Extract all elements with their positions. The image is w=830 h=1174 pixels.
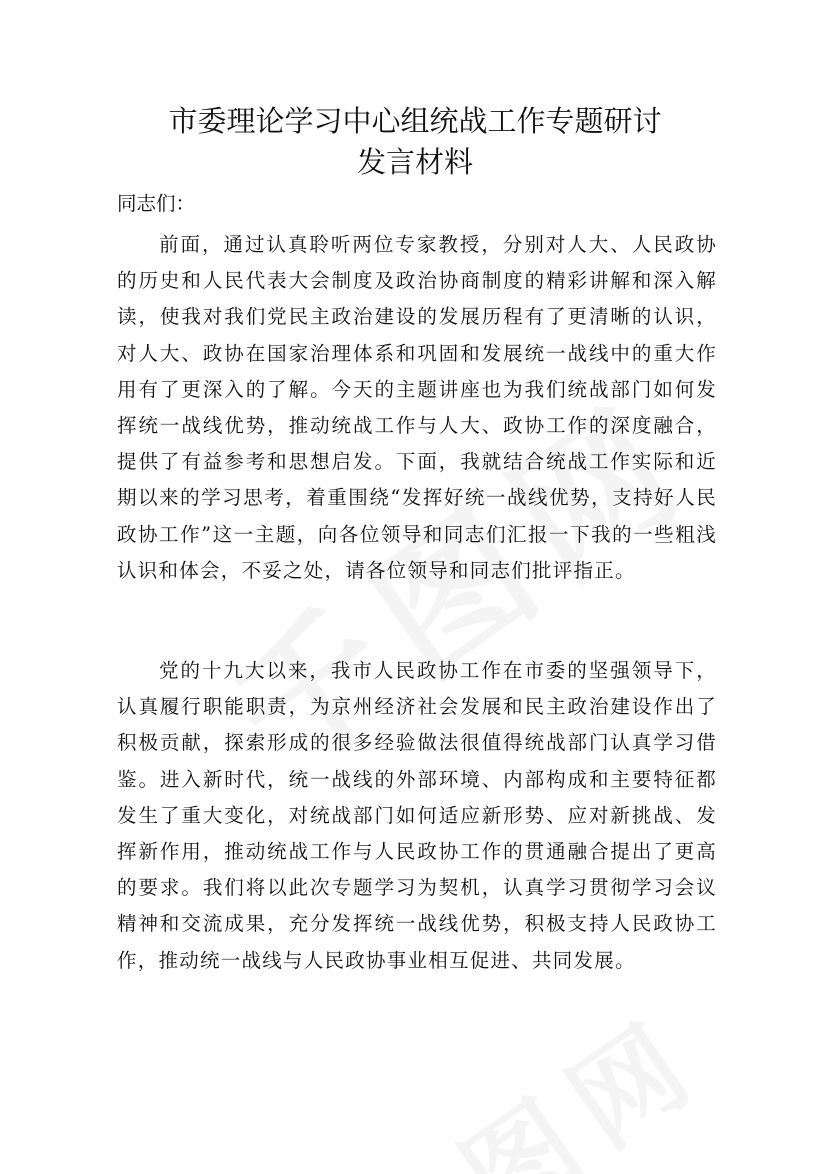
salutation: 同志们： xyxy=(117,192,196,215)
body-paragraph-2: 党的十九大以来，我市人民政协工作在市委的坚强领导下，认真履行职能职责，为京州经济社会发展和民主政治建设作出了积极贡献，探索形成的很多经验做法很值得统战部门认真学习借鉴。进入新时代，统一战线的外部环境、内部构成和主要特征都发生了重大变化，对统战部门如何适应新形势、应对新挑战、发挥新作用，推动统战工作与人民政协工作的贯通融合提出了更高的要求。我们将以此次专题学习为契机，认真学习贯彻学习会议精神和交流成果，充分发挥统一战线优势，积极支持人民政协工作，推动统一战线与人民政协事业相互促进、共同发展。 xyxy=(117,659,717,972)
document-title-line-1: 市委理论学习中心组统战工作专题研讨 xyxy=(168,104,662,138)
document-title-line-2: 发言材料 xyxy=(356,145,473,179)
body-paragraph-1: 前面，通过认真聆听两位专家教授，分别对人大、人民政协的历史和人民代表大会制度及政治协商制度的精彩讲解和深入解读，使我对我们党民主政治建设的发展历程有了更清晰的认识，对人大、政协在国家治理体系和巩固和发展统一战线中的重大作用有了更深入的了解。今天的主题讲座也为我们统战部门如何发挥统一战线优势，推动统战工作与人大、政协工作的深度融合，提供了有益参考和思想启发。下面，我就结合统战工作实际和近期以来的学习思考，着重围绕“发挥好统一战线优势，支持好人民政协工作”这一主题，向各位领导和同志们汇报一下我的一些粗浅认识和体会，不妥之处，请各位领导和同志们批评指正。 xyxy=(117,233,717,582)
watermark xyxy=(320,972,730,1174)
